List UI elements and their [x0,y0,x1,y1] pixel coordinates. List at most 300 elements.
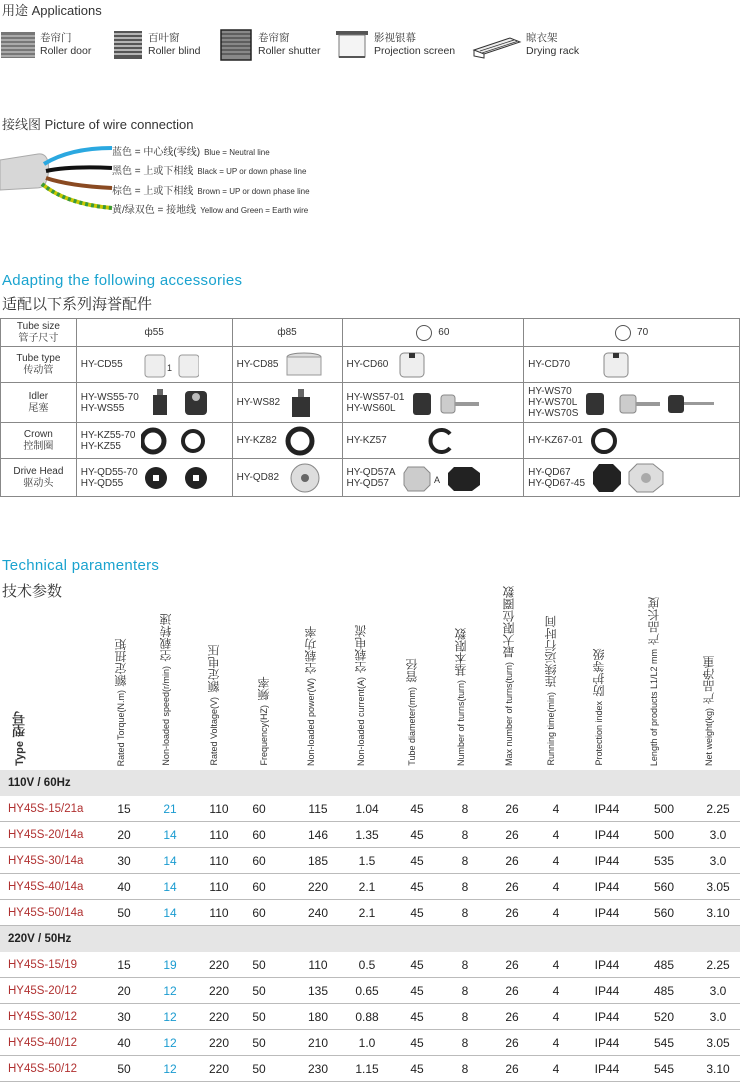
spec-cell: 60 [252,828,266,842]
spec-col-header [157,614,175,766]
spec-cell: 3.0 [709,984,727,998]
crown-part-icon [141,426,211,456]
acc-cell [232,347,342,383]
spec-model: HY45S-30/14a [8,855,84,867]
spec-cell: 8 [461,1036,469,1050]
spec-cell: 3.0 [709,828,727,842]
spec-cell: 3.0 [709,854,727,868]
application-projection-screen [334,24,455,66]
part-tag: 1 [166,362,172,373]
acc-cell [342,423,524,459]
wire-en: Brown = UP or down phase line [197,187,310,196]
spec-cell: 12 [163,1010,177,1024]
spec-row [0,900,740,926]
spec-cell: 45 [410,984,424,998]
acc-cell [76,423,232,459]
acc-cell [524,459,740,497]
tube-size-85: ф85 [277,327,297,338]
spec-cell: 19 [163,958,177,972]
spec-col-header [403,659,421,766]
spec-cell: 545 [653,1062,675,1076]
part-code: HY-KZ55-70 HY-KZ55 [80,429,136,452]
part-code: HY-CD70 [528,359,571,370]
spec-col-header-cn: 基本限数 [454,627,468,676]
wire-line-brown [112,182,310,197]
app-en: Drying rack [526,45,580,57]
drive-head-part-icon [402,463,484,493]
spec-cell: 8 [461,880,469,894]
wiring-title: 接线图 Picture of wire connection [2,117,194,132]
part-code: HY-CD85 [236,359,279,370]
spec-row [0,1004,740,1030]
spec-cell: 485 [653,984,675,998]
spec-cell: 2.25 [706,802,730,816]
wire-line-yellow-green [112,201,308,216]
spec-cell: 2.1 [358,906,376,920]
spec-col-header-en: Protection index [594,701,604,766]
spec-cell: 26 [505,854,519,868]
acc-cell [232,423,342,459]
acc-cell [524,423,740,459]
acc-row-label: Idler 尾塞 [1,383,77,423]
spec-cell: 4 [552,854,560,868]
spec-cell: 220 [307,880,329,894]
tube-size-55: ф55 [144,327,164,338]
tube-size-70: 70 [637,327,649,338]
spec-cell: 45 [410,880,424,894]
spec-cell: 4 [552,984,560,998]
spec-cell: 50 [252,1036,266,1050]
spec-cell: IP44 [594,958,620,972]
spec-cell: 8 [461,984,469,998]
part-code: HY-CD60 [346,359,389,370]
part-code: HY-WS57-01 HY-WS60L [346,391,405,414]
spec-cell: 110 [209,854,229,868]
spec-cell: 20 [117,828,131,842]
wire-en: Yellow and Green = Earth wire [200,206,309,215]
spec-col-header-en: Number of turns(turn) [456,679,466,766]
spec-col-header-en: Tube diameter(mm) [407,687,417,766]
acc-cell [232,383,342,423]
spec-cell: 500 [653,802,675,816]
spec-cell: 45 [410,906,424,920]
wire-en: Black = UP or down phase line [197,167,307,176]
tube-part-icon [129,351,199,379]
spec-cell: 15 [117,958,131,972]
spec-row [0,796,740,822]
spec-cell: 1.35 [355,828,379,842]
spec-col-header-en: Non-loaded power(W) [306,677,316,766]
acc-row-crown [1,423,740,459]
spec-row [0,952,740,978]
wire-en: Blue = Neutral line [204,148,270,157]
spec-model: HY45S-15/19 [8,959,78,971]
part-code: HY-KZ67-01 [528,435,583,446]
spec-cell: 0.88 [355,1010,379,1024]
spec-cell: 15 [117,802,131,816]
spec-cell: 26 [505,1062,519,1076]
acc-row-label: Tube size 管子尺寸 [1,319,77,347]
technical-title-en: Technical paramenters [2,557,160,574]
part-code: HY-KZ57 [346,435,387,446]
application-drying-rack [470,24,579,66]
spec-col-header-en: Rated Voltage(V) [209,697,219,766]
spec-cell: 26 [505,802,519,816]
acc-cell [76,383,232,423]
spec-cell: IP44 [594,1010,620,1024]
spec-col-header-en: Running time(min) [546,692,556,766]
spec-cell: 210 [307,1036,329,1050]
spec-col-header-en: Max number of turns(turn) [504,661,514,766]
spec-cell: IP44 [594,1062,620,1076]
spec-cell: 220 [208,1062,230,1076]
spec-col-header-cn: 频率 [257,677,271,702]
app-en: Roller blind [148,45,201,57]
spec-cell: 26 [505,906,519,920]
spec-col-header [112,638,130,766]
acc-row-label: Tube type 传动管 [1,347,77,383]
spec-cell: 12 [163,1062,177,1076]
spec-cell: 26 [505,958,519,972]
spec-cell: 3.0 [709,1010,727,1024]
spec-row [0,1056,740,1082]
wire-line-black [112,162,306,177]
spec-cell: 180 [307,1010,329,1024]
spec-model: HY45S-30/12 [8,1011,78,1023]
spec-col-header-cn: 产品长度 [647,596,661,645]
spec-cell: 110 [308,958,328,972]
acc-cell [342,347,524,383]
spec-cell: IP44 [594,906,620,920]
spec-cell: 4 [552,1036,560,1050]
spec-cell: 45 [410,802,424,816]
spec-cell: 500 [653,828,675,842]
spec-cell: 30 [117,854,131,868]
spec-cell: 110 [209,802,229,816]
app-cn: 百叶窗 [148,32,180,44]
spec-col-header [10,711,29,766]
acc-header-c1 [76,319,232,347]
spec-cell: 185 [307,854,329,868]
acc-cell [76,347,232,383]
application-roller-blind [112,24,201,66]
accessories-title-cn: 适配以下系列海誉配件 [2,296,153,313]
app-en: Roller shutter [258,45,321,57]
spec-col-header [205,645,223,766]
spec-cell: 220 [208,1010,230,1024]
acc-cell [524,383,740,423]
spec-col-header [352,625,370,766]
spec-cell: 50 [252,1062,266,1076]
cable-illustration [0,138,115,218]
part-code: HY-CD55 [80,359,123,370]
acc-row-label: Crown 控制圈 [1,423,77,459]
spec-cell: 14 [163,828,177,842]
spec-cell: 8 [461,802,469,816]
spec-col-header-en: Rated Torque(N.m) [116,689,126,766]
idler-part-icon [411,387,481,419]
roller-door-icon [0,30,36,60]
spec-cell: 1.04 [355,802,379,816]
crown-part-icon [589,426,619,456]
acc-header-c3 [342,319,524,347]
wire-cn: 黑色 = 上或下相线 [112,166,194,177]
spec-cell: 220 [208,958,230,972]
acc-cell [524,347,740,383]
spec-cell: 60 [252,802,266,816]
spec-cell: 26 [505,828,519,842]
acc-cell [76,459,232,497]
app-en: Projection screen [374,45,456,57]
spec-cell: 4 [552,880,560,894]
spec-col-header-cn: 产品净重 [702,655,716,704]
spec-col-header-cn: 最大限位圈数 [502,585,516,658]
spec-cell: 520 [653,1010,675,1024]
spec-cell: 8 [461,854,469,868]
spec-cell: 3.10 [706,906,730,920]
spec-cell: 12 [163,984,177,998]
spec-cell: 1.0 [358,1036,376,1050]
spec-model: HY45S-40/14a [8,881,84,893]
spec-cell: 1.15 [355,1062,379,1076]
spec-cell: 8 [461,958,469,972]
spec-col-header-cn: 额定电压 [207,645,221,694]
app-cn: 卷帘门 [40,32,72,44]
spec-cell: 21 [163,802,177,816]
spec-cell: 26 [505,880,519,894]
roller-shutter-icon [218,28,254,62]
spec-cell: 50 [252,1010,266,1024]
spec-cell: 110 [209,880,229,894]
acc-header-c2 [232,319,342,347]
applications-row [0,24,740,66]
wire-cn: 蓝色 = 中心线(零线) [112,147,201,158]
tube-size-60: 60 [438,327,450,338]
projection-screen-icon [334,29,370,61]
acc-row-label: Drive Head 驱动头 [1,459,77,497]
spec-col-header [452,628,470,766]
spec-cell: 14 [163,880,177,894]
spec-cell: 30 [117,1010,131,1024]
spec-cell: 240 [307,906,329,920]
spec-cell: 26 [505,1036,519,1050]
spec-cell: 135 [307,984,329,998]
spec-cell: 8 [461,828,469,842]
spec-col-header [255,677,273,766]
spec-col-header [700,656,718,766]
spec-cell: 3.05 [706,1036,730,1050]
spec-cell: 12 [163,1036,177,1050]
spec-cell: 45 [410,854,424,868]
crown-part-icon [283,426,317,456]
spec-cell: 0.5 [358,958,376,972]
spec-col-header-cn: 连续运行时间 [544,616,558,689]
spec-cell: 8 [461,1010,469,1024]
spec-cell: 4 [552,828,560,842]
part-code: HY-QD57A HY-QD57 [346,466,396,489]
spec-cell: 50 [117,1062,131,1076]
spec-cell: 3.10 [706,1062,730,1076]
spec-model: HY45S-20/14a [8,829,84,841]
idler-part-icon [286,387,316,419]
spec-cell: 14 [163,906,177,920]
part-tag: A [433,474,440,485]
spec-cell: 2.1 [358,880,376,894]
spec-cell: 40 [117,880,131,894]
acc-row-idler [1,383,740,423]
app-cn: 影视银幕 [374,32,416,44]
spec-cell: 3.05 [706,880,730,894]
app-en: Roller door [40,45,92,57]
spec-cell: 485 [653,958,675,972]
spec-cell: 2.25 [706,958,730,972]
spec-group-band: 110V / 60Hz [0,770,740,796]
spec-cell: 40 [117,1036,131,1050]
spec-row [0,874,740,900]
spec-col-header-cn: 空载转速 [159,614,173,663]
spec-col-header-cn: 空载功率 [304,625,318,674]
spec-cell: 220 [208,984,230,998]
spec-cell: IP44 [594,1036,620,1050]
spec-cell: 115 [308,802,328,816]
part-code: HY-WS82 [236,397,281,408]
technical-title-cn: 技术参数 [2,583,63,600]
spec-col-header-en: Frequency(HZ) [259,705,269,766]
app-cn: 晾衣架 [526,32,558,44]
spec-cell: 50 [252,958,266,972]
spec-cell: 8 [461,906,469,920]
spec-cell: 60 [252,880,266,894]
spec-model: HY45S-50/12 [8,1063,78,1075]
spec-cell: IP44 [594,802,620,816]
wire-cn: 黄/绿双色 = 接地线 [112,205,197,216]
wire-cn: 棕色 = 上或下相线 [112,186,194,197]
spec-col-header-en: Length of products L1/L2 mm [649,648,659,766]
spec-cell: 4 [552,1010,560,1024]
acc-row-drive-head [1,459,740,497]
spec-row [0,848,740,874]
spec-cell: 220 [208,1036,230,1050]
tube-part-icon [598,351,638,379]
spec-model: HY45S-50/14a [8,907,84,919]
accessories-table [0,318,740,497]
idler-part-icon [584,387,718,419]
spec-cell: 45 [410,1036,424,1050]
spec-col-header [500,586,518,766]
spec-cell: 4 [552,958,560,972]
spec-cell: IP44 [594,880,620,894]
spec-col-header-en: Type [14,741,26,766]
spec-col-header-cn: 防护等级 [592,649,606,698]
spec-cell: 560 [653,880,675,894]
spec-model: HY45S-15/21a [8,803,84,815]
spec-cell: 4 [552,1062,560,1076]
spec-cell: 1.5 [358,854,376,868]
spec-row [0,822,740,848]
roller-blind-icon [112,29,144,61]
drying-rack-icon [470,30,522,60]
spec-row [0,1030,740,1056]
spec-cell: IP44 [594,854,620,868]
spec-col-header [302,626,320,766]
part-code: HY-QD67 HY-QD67-45 [528,466,586,489]
spec-cell: 45 [410,1062,424,1076]
spec-row [0,978,740,1004]
crown-part-icon [425,426,455,456]
acc-cell [342,383,524,423]
spec-cell: 20 [117,984,131,998]
tube-part-icon [394,351,434,379]
spec-cell: 60 [252,854,266,868]
acc-row-tube-type [1,347,740,383]
spec-cell: 45 [410,828,424,842]
spec-cell: 560 [653,906,675,920]
spec-cell: 50 [117,906,131,920]
spec-cell: 8 [461,1062,469,1076]
spec-group-band: 220V / 50Hz [0,926,740,952]
spec-cell: 26 [505,984,519,998]
spec-cell: 535 [653,854,675,868]
spec-cell: 60 [252,906,266,920]
wire-line-blue [112,143,270,158]
spec-cell: IP44 [594,828,620,842]
spec-col-header-en: Non-loaded speed(r/min) [161,666,171,766]
applications-title: 用途 Applications [2,3,102,18]
spec-col-header-cn: 空载电流 [354,624,368,673]
part-code: HY-WS70 HY-WS70L HY-WS70S [528,386,579,419]
spec-cell: 110 [209,906,229,920]
application-roller-shutter [218,24,320,66]
spec-cell: 14 [163,854,177,868]
part-code: HY-KZ82 [236,435,277,446]
acc-header-c4 [524,319,740,347]
spec-model: HY45S-20/12 [8,985,78,997]
spec-col-header [542,616,560,766]
spec-col-header-cn: 管径 [405,659,419,684]
spec-cell: 4 [552,906,560,920]
spec-cell: 146 [307,828,329,842]
tube-part-icon [284,351,324,379]
idler-part-icon [145,387,213,419]
spec-cell: 4 [552,802,560,816]
drive-head-part-icon [144,463,214,493]
drive-head-part-icon [591,462,667,494]
spec-col-header-en: Non-loaded current(A) [356,676,366,766]
acc-header-row [1,319,740,347]
octagon-tube-icon [416,325,432,341]
drive-head-part-icon [285,463,325,493]
spec-col-header [645,597,663,766]
application-roller-door [0,24,91,66]
spec-cell: 45 [410,958,424,972]
spec-col-header-cn: 额定扭矩 [114,637,128,686]
acc-cell [232,459,342,497]
octagon-tube-icon [615,325,631,341]
spec-cell: 545 [653,1036,675,1050]
spec-cell: 230 [307,1062,329,1076]
accessories-title-en: Adapting the following accessories [2,272,243,289]
spec-col-header-en: Net weight(kg) [704,707,714,766]
spec-col-header [590,649,608,766]
part-code: HY-QD82 [236,472,280,483]
part-code: HY-QD55-70 HY-QD55 [80,466,138,489]
app-cn: 卷帘窗 [258,32,290,44]
spec-cell: 26 [505,1010,519,1024]
acc-cell [342,459,524,497]
spec-cell: 45 [410,1010,424,1024]
spec-model: HY45S-40/12 [8,1037,78,1049]
spec-cell: 110 [209,828,229,842]
